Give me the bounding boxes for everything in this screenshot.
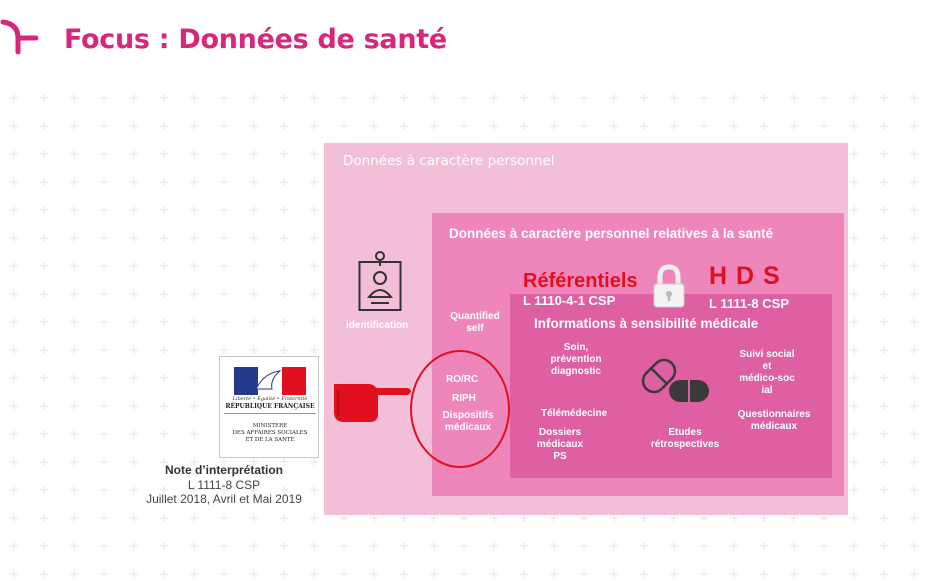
logo-motto: Liberté • Égalité • Fraternité [232,396,308,402]
quantified-self-label: Quantified self [450,311,500,334]
identification-label: identification [346,320,409,331]
hds-ref: L 1111-8 CSP [709,296,789,311]
caption-ref: L 1111-8 CSP [187,478,261,492]
hds-title: H D S [709,262,781,290]
pointing-hand-icon [330,376,414,428]
ro-rc-label: RO/RC [446,374,479,385]
highlight-circle [408,348,512,470]
dossiers-medicaux-label: Dossiers médicaux PS [536,427,584,462]
suivi-social-label: Suivi social et médico-soc ial [739,349,795,396]
marianne-emblem-icon [234,367,306,395]
medicine-pills-icon [637,344,717,408]
logo-ministry: MINISTÈRE DES AFFAIRES SOCIALES ET DE LA SANTÉ [232,423,308,443]
page-title: Focus : Données de santé [64,24,447,55]
brand-logo-icon [0,18,40,56]
logo-republic: RÉPUBLIQUE FRANÇAISE [225,403,315,410]
dispositifs-medicaux-label: Dispositifs médicaux [442,410,494,433]
telemedecine-label: Télémédecine [541,408,608,419]
caption-title: Note d’interprétation [164,463,283,477]
soin-prevention-label: Soin, prévention diagnostic [550,342,602,377]
caption-dates: Juillet 2018, Avril et Mai 2019 [146,492,302,506]
riph-label: RIPH [452,393,476,404]
health-data-label: Données à caractère personnel relatives à la santé [449,226,774,241]
id-badge-icon [358,250,402,312]
logo-divider [224,413,316,414]
ministry-logo [219,356,319,458]
padlock-icon [651,263,687,309]
questionnaires-label: Questionnaires médicaux [737,409,811,432]
sensitive-info-label: Informations à sensibilité médicale [534,316,759,331]
personal-data-label: Données à caractère personnel [343,153,555,169]
etudes-retrospectives-label: Etudes rétrospectives [650,427,720,450]
referentiels-ref: L 1110-4-1 CSP [523,293,616,308]
referentiels-title: Référentiels [523,270,638,292]
